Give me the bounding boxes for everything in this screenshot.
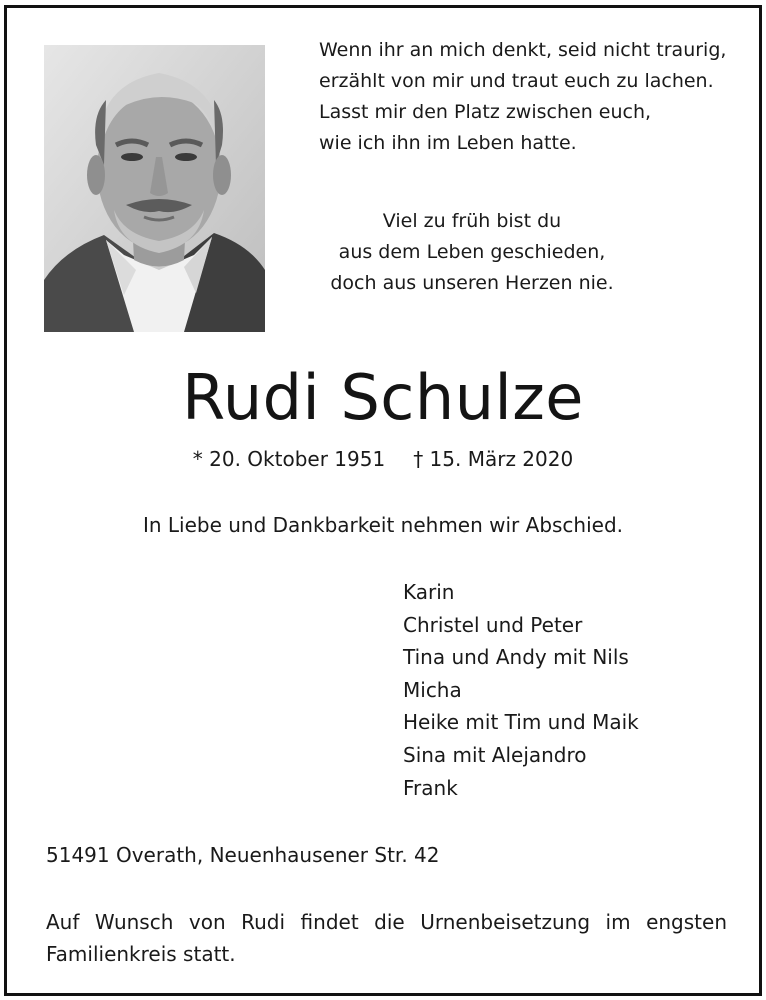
- life-dates: [7, 444, 759, 474]
- poem-bottom: [307, 206, 637, 299]
- mourner: Tina und Andy mit Nils: [403, 645, 629, 670]
- poem-bottom-line: doch aus unseren Herzen nie.: [330, 272, 614, 294]
- mourner: Frank: [403, 775, 458, 800]
- mourner: Sina mit Alejandro: [403, 742, 587, 767]
- poem-top-line: Lasst mir den Platz zwischen euch,: [319, 101, 652, 123]
- burial-note: Auf Wunsch von Rudi findet die Urnenbeisetzung im engsten Familienkreis statt.: [46, 910, 727, 966]
- poem-bottom-line: aus dem Leben geschieden,: [338, 241, 606, 263]
- mourners-list: [403, 576, 733, 804]
- birth-date: * 20. Oktober 1951: [192, 447, 386, 471]
- mourner: Heike mit Tim und Maik: [403, 710, 639, 735]
- poem-top-line: Wenn ihr an mich denkt, seid nicht traurig,: [319, 39, 727, 61]
- mourner: Christel und Peter: [403, 612, 583, 637]
- death-date: † 15. März 2020: [413, 447, 574, 471]
- address: 51491 Overath, Neuenhausener Str. 42: [46, 843, 440, 867]
- deceased-name: Rudi Schulze: [182, 361, 584, 434]
- poem-top-line: erzählt von mir und traut euch zu lachen.: [319, 70, 714, 92]
- poem-bottom-line: Viel zu früh bist du: [382, 210, 562, 232]
- farewell-line: In Liebe und Dankbarkeit nehmen wir Abschied.: [142, 513, 624, 537]
- poem-top: [319, 35, 749, 159]
- mourner: Micha: [403, 677, 462, 702]
- obituary-card: [4, 5, 762, 996]
- portrait-photo: [44, 45, 265, 332]
- mourner: Karin: [403, 580, 455, 604]
- poem-top-line: wie ich ihn im Leben hatte.: [319, 132, 577, 154]
